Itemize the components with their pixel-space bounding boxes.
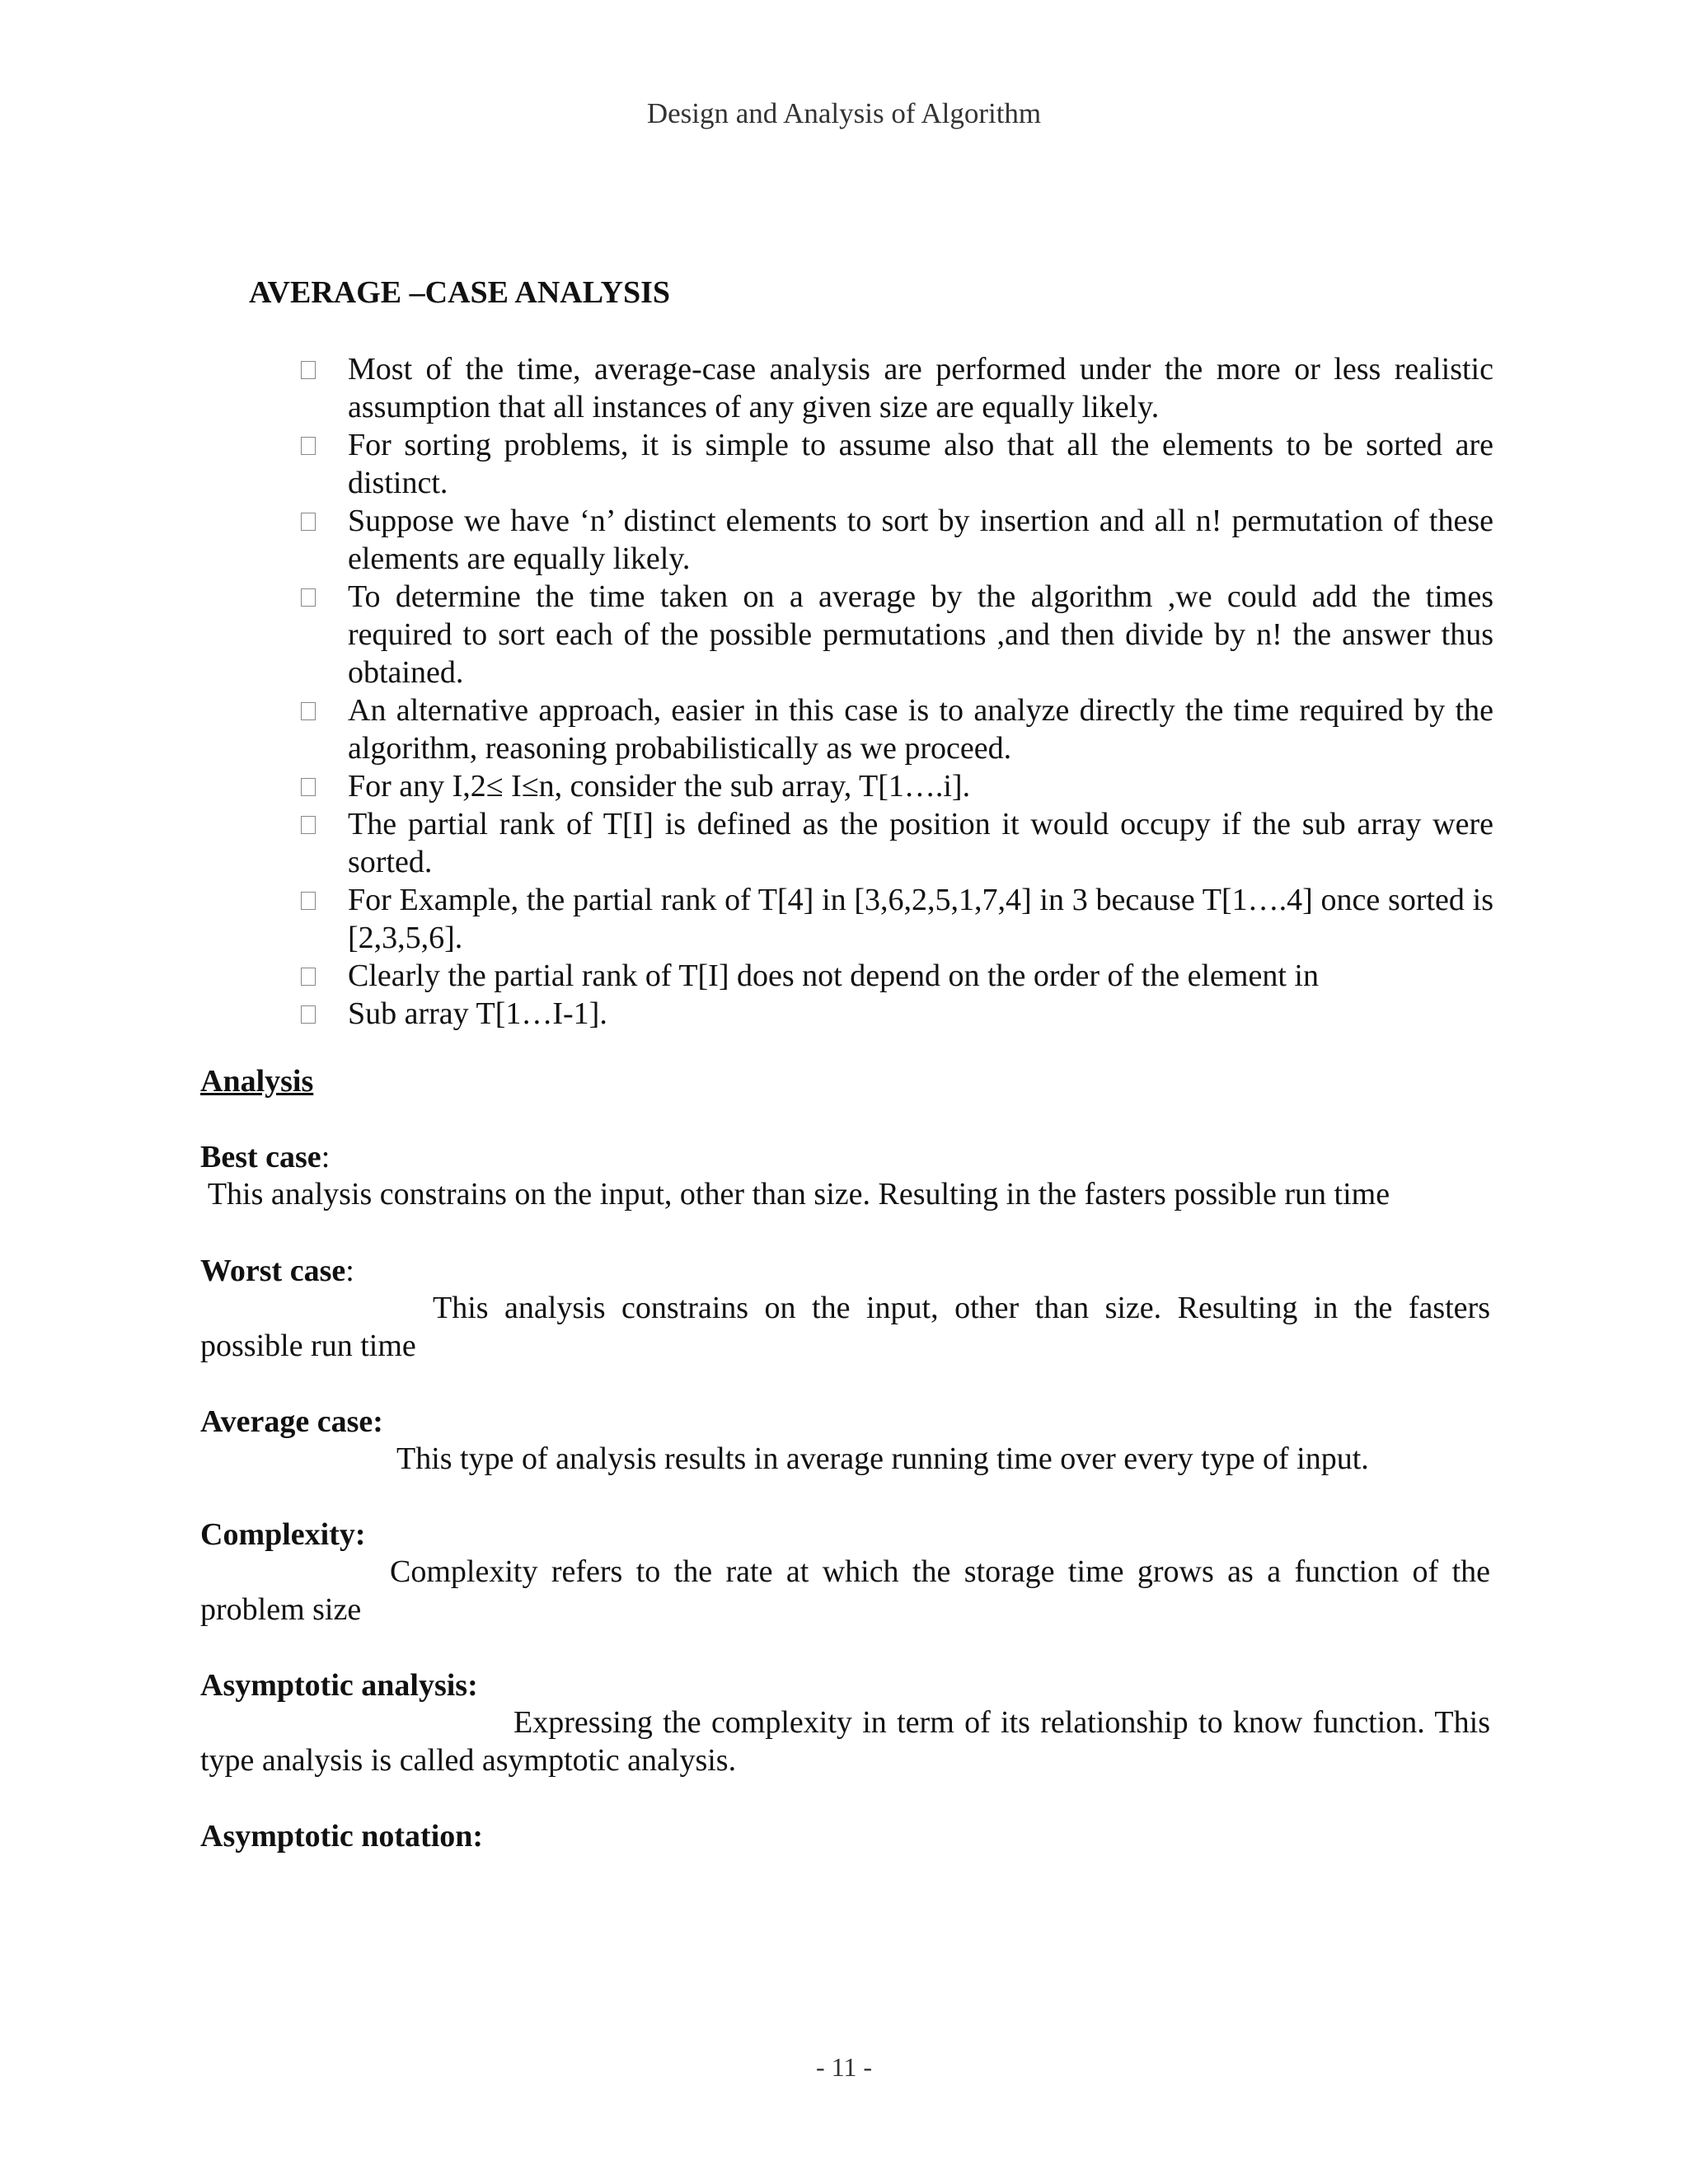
bullet-icon: [301, 1005, 316, 1024]
average-case-text: This type of analysis results in average running time over every type of input.: [396, 1441, 1369, 1476]
bullet-icon: [301, 892, 316, 910]
best-case-block: [200, 1139, 1490, 1213]
worst-case-colon: :: [345, 1254, 354, 1288]
list-item: [297, 805, 1493, 881]
analysis-heading-block: [200, 1063, 1490, 1099]
list-item-text: For sorting problems, it is simple to assume also that all the elements to be sorted are distinct.: [348, 428, 1493, 500]
worst-case-text: This analysis constrains on the input, other than size. Resulting in the fasters possible run time: [200, 1291, 1490, 1363]
bullet-icon: [301, 588, 316, 607]
asymptotic-analysis-text: Expressing the complexity in term of its relationship to know function. This type analysis is called asymptotic analysis.: [200, 1705, 1490, 1778]
list-item-text: The partial rank of T[I] is defined as the position it would occupy if the sub array were sorted.: [348, 807, 1493, 879]
bullet-icon: [301, 513, 316, 531]
list-item-text: Clearly the partial rank of T[I] does not depend on the order of the element in: [348, 958, 1319, 993]
bullet-icon: [301, 816, 316, 834]
list-item: [297, 691, 1493, 767]
bullet-icon: [301, 778, 316, 796]
list-item: [297, 767, 1493, 805]
bullet-icon: [301, 361, 316, 379]
section-heading: AVERAGE –CASE ANALYSIS: [249, 275, 671, 310]
list-item-text: An alternative approach, easier in this case is to analyze directly the time required by the algorithm, reasoning probabilistically as we proceed.: [348, 693, 1493, 766]
list-item-text: Suppose we have ‘n’ distinct elements to sort by insertion and all n! permutation of these elements are equally likely.: [348, 504, 1493, 576]
worst-case-block: [200, 1253, 1490, 1365]
list-item: [297, 881, 1493, 957]
analysis-heading: Analysis: [200, 1064, 314, 1099]
list-item: [297, 957, 1493, 995]
bullet-icon: [301, 437, 316, 455]
bullet-icon: [301, 702, 316, 720]
list-item: [297, 995, 1493, 1033]
complexity-text: Complexity refers to the rate at which the storage time grows as a function of the problem size: [200, 1554, 1490, 1627]
complexity-label: Complexity:: [200, 1517, 366, 1552]
page-number: - 11 -: [815, 2052, 873, 2082]
list-item: [297, 502, 1493, 578]
bullet-icon: [301, 968, 316, 986]
asymptotic-notation-label: Asymptotic notation:: [200, 1819, 484, 1854]
page-header: Design and Analysis of Algorithm: [646, 97, 1042, 129]
list-item-text: For Example, the partial rank of T[4] in [3,6,2,5,1,7,4] in 3 because T[1….4] once sorted is [2,3,5,6].: [348, 883, 1493, 955]
list-item: [297, 426, 1493, 502]
list-item-text: Sub array T[1…I-1].: [348, 996, 607, 1031]
bullet-list: [297, 350, 1493, 1033]
asymptotic-analysis-label: Asymptotic analysis:: [200, 1668, 478, 1703]
list-item: [297, 350, 1493, 426]
complexity-block: [200, 1516, 1490, 1629]
worst-case-label: Worst case: [200, 1254, 346, 1288]
best-case-colon: :: [321, 1140, 331, 1174]
asymptotic-notation-block: [200, 1818, 1490, 1854]
list-item-text: To determine the time taken on a average by the algorithm ,we could add the times required to sort each of the possible permutations ,and then divide by n! the answer thus obtained.: [348, 579, 1493, 690]
asymptotic-analysis-block: [200, 1667, 1490, 1779]
average-case-label: Average case:: [200, 1404, 383, 1439]
average-case-block: [200, 1404, 1490, 1478]
best-case-text: This analysis constrains on the input, other than size. Resulting in the fasters possible run time: [200, 1177, 1390, 1212]
list-item-text: Most of the time, average-case analysis are performed under the more or less realistic assumption that all instances of any given size are equally likely.: [348, 352, 1493, 424]
list-item-text: For any I,2≤ I≤n, consider the sub array, T[1….i].: [348, 769, 971, 804]
best-case-label: Best case: [200, 1140, 321, 1174]
list-item: [297, 578, 1493, 691]
